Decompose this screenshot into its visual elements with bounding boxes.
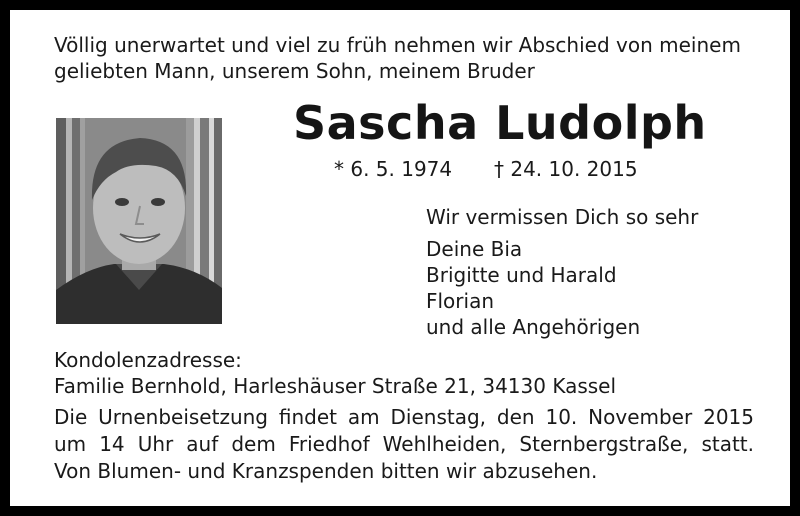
intro-line-2: geliebten Mann, unserem Sohn, meinem Bruder [54, 59, 535, 83]
death-date: † 24. 10. 2015 [494, 157, 638, 181]
intro-line-1: Völlig unerwartet und viel zu früh nehmen wir Abschied von meinem [54, 33, 741, 57]
birth-date: * 6. 5. 1974 [334, 157, 453, 181]
burial-line-3: Von Blumen- und Kranzspenden bitten wir abzusehen. [54, 459, 598, 483]
burial-line-1: Die Urnenbeisetzung findet am Dienstag, den 10. November 2015 [54, 405, 754, 429]
burial-notice [54, 404, 754, 485]
portrait-photo [56, 118, 222, 324]
intro-text [54, 32, 741, 84]
signer-4: und alle Angehörigen [426, 315, 641, 339]
signer-1: Deine Bia [426, 237, 523, 261]
signer-3: Florian [426, 289, 495, 313]
signers-list [426, 236, 640, 340]
farewell-message: Wir vermissen Dich so sehr [426, 205, 699, 229]
obituary-notice [10, 10, 790, 506]
condolence-address [54, 347, 616, 399]
deceased-name: Sascha Ludolph [293, 96, 707, 150]
burial-line-2: um 14 Uhr auf dem Friedhof Wehlheiden, Sternbergstraße, statt. [54, 432, 754, 456]
signer-2: Brigitte und Harald [426, 263, 617, 287]
condolence-address-line: Familie Bernhold, Harleshäuser Straße 21, 34130 Kassel [54, 374, 617, 398]
condolence-label: Kondolenzadresse: [54, 348, 242, 372]
